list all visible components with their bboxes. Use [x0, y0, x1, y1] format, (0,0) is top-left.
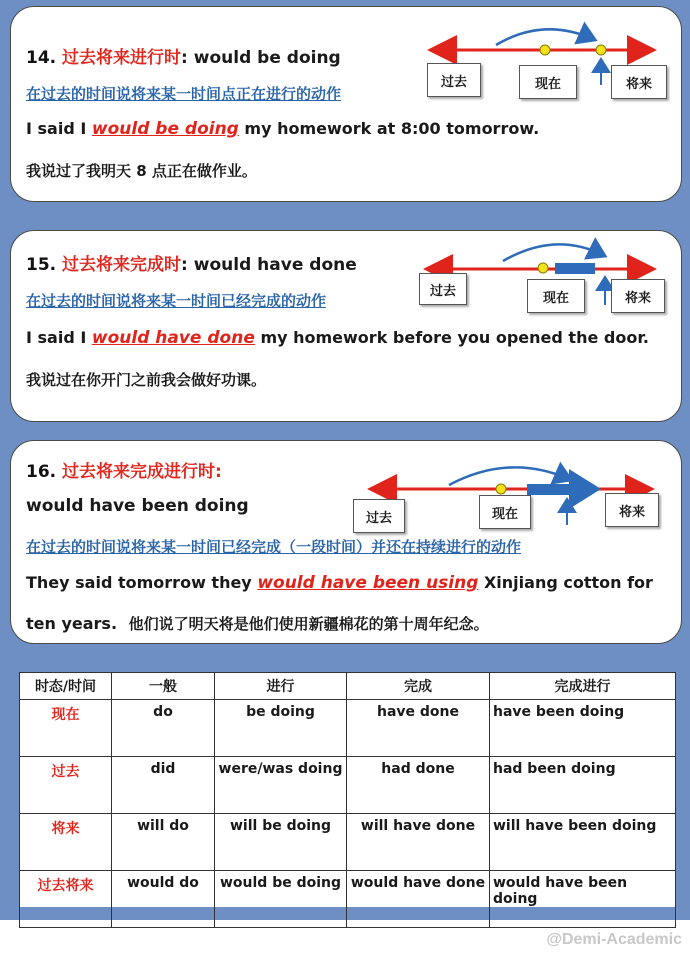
table-cell: would have been doing: [490, 871, 676, 928]
tense-name-cn: 过去将来完成时: [62, 255, 182, 275]
example-translation: 我说过了我明天 8 点正在做作业。: [26, 162, 257, 180]
table-cell: will have done: [347, 814, 490, 871]
tense-card-16: [10, 440, 682, 644]
table-cell: do: [112, 700, 215, 757]
table-cell: would have done: [347, 871, 490, 928]
sentence-verb: would have done: [91, 328, 255, 348]
table-cell: will have been doing: [490, 814, 676, 871]
sentence-end: my homework at 8:00 tomorrow.: [238, 119, 540, 138]
sentence-end: my homework before you opened the door.: [254, 328, 649, 347]
tense-definition: 在过去的时间说将来某一时间已经完成（一段时间）并还在持续进行的动作: [26, 538, 522, 556]
row-header: 将来: [20, 814, 112, 871]
tense-number: 14.: [26, 48, 57, 68]
timeline-label-past: 过去: [419, 273, 467, 305]
now-point: [496, 484, 506, 494]
sentence-continuation: ten years.: [26, 614, 118, 633]
sentence-verb: would be doing: [91, 119, 239, 139]
table-row: [20, 757, 676, 814]
now-point: [538, 263, 548, 273]
row-header: 过去将来: [20, 871, 112, 928]
table-header-row: [20, 673, 676, 700]
timeline-diagram: [415, 235, 665, 315]
example-sentence: [26, 328, 649, 348]
table-cell: will do: [112, 814, 215, 871]
tense-heading: [26, 457, 222, 482]
timeline-label-past: 过去: [427, 63, 481, 97]
tense-form: : would be doing: [181, 48, 341, 68]
watermark: @Demi-Academic: [546, 931, 682, 948]
table-cell: would do: [112, 871, 215, 928]
timeline-label-future: 将来: [605, 493, 659, 527]
tense-table: [19, 672, 676, 928]
sentence-start: I said I: [26, 119, 92, 138]
sentence-end: Xinjiang cotton for: [478, 573, 653, 592]
table-row: [20, 700, 676, 757]
table-cell: had done: [347, 757, 490, 814]
tense-definition: 在过去的时间说将来某一时间已经完成的动作: [26, 292, 327, 310]
timeline-label-future: 将来: [611, 279, 665, 313]
sentence-verb: would have been using: [257, 573, 479, 593]
table-cell: were/was doing: [215, 757, 347, 814]
tense-name-cn: 过去将来完成进行时:: [62, 462, 222, 482]
completed-span-bar: [555, 263, 595, 274]
now-point: [540, 45, 550, 55]
timeline-jump-arrow: [503, 244, 603, 261]
example-translation: 我说过在你开门之前我会做好功课。: [26, 371, 267, 389]
sentence-start: I said I: [26, 328, 92, 347]
row-header: 现在: [20, 700, 112, 757]
table-cell: have done: [347, 700, 490, 757]
tense-form: : would have done: [181, 255, 357, 275]
timeline-label-future: 将来: [611, 65, 667, 99]
row-header: 过去: [20, 757, 112, 814]
timeline-label-now: 现在: [519, 65, 577, 99]
example-translation: 他们说了明天将是他们使用新疆棉花的第十周年纪念。: [128, 615, 489, 633]
tense-card-15: [10, 230, 682, 422]
column-header: 时态/时间: [20, 673, 112, 700]
tense-name-cn: 过去将来进行时: [62, 48, 182, 68]
example-sentence-line2: [26, 613, 489, 634]
timeline-diagram: [349, 465, 669, 535]
tense-summary-table: [19, 672, 675, 907]
timeline-label-now: 现在: [479, 495, 531, 529]
timeline-jump-arrow: [496, 29, 593, 45]
tense-number: 16.: [26, 462, 57, 482]
timeline-diagram: [421, 17, 661, 102]
sentence-start: They said tomorrow they: [26, 573, 258, 592]
future-point: [596, 45, 606, 55]
timeline-jump-arrow: [449, 467, 569, 485]
table-cell: have been doing: [490, 700, 676, 757]
table-cell: be doing: [215, 700, 347, 757]
column-header: 完成进行: [490, 673, 676, 700]
table-cell: did: [112, 757, 215, 814]
example-sentence: [26, 119, 539, 139]
tense-form: would have been doing: [26, 496, 249, 516]
timeline-label-now: 现在: [527, 279, 585, 313]
tense-heading: [26, 250, 357, 275]
table-row: [20, 814, 676, 871]
example-sentence: [26, 573, 653, 593]
column-header: 完成: [347, 673, 490, 700]
table-cell: will be doing: [215, 814, 347, 871]
tense-heading: [26, 43, 341, 68]
table-cell: would be doing: [215, 871, 347, 928]
tense-card-14: [10, 6, 682, 202]
tense-number: 15.: [26, 255, 57, 275]
timeline-label-past: 过去: [353, 499, 405, 533]
table-row: [20, 871, 676, 928]
tense-definition: 在过去的时间说将来某一时间点正在进行的动作: [26, 85, 342, 103]
column-header: 一般: [112, 673, 215, 700]
completed-span-bar: [527, 484, 573, 495]
table-cell: had been doing: [490, 757, 676, 814]
column-header: 进行: [215, 673, 347, 700]
